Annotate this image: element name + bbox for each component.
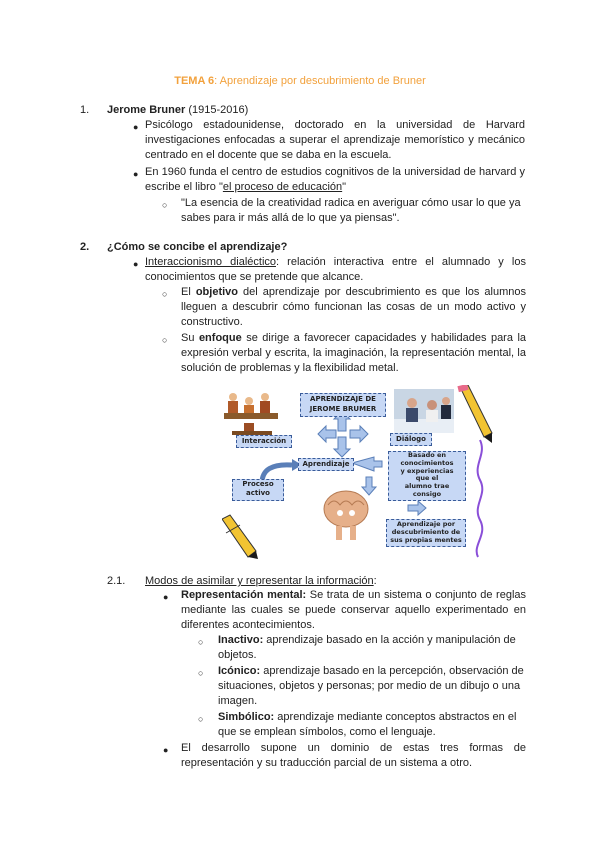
arrow-right-lower <box>408 501 426 515</box>
iconico-item <box>218 664 526 710</box>
book-link: el proceso de educación <box>222 181 343 194</box>
page-title <box>0 74 600 89</box>
arrow-right <box>352 457 382 471</box>
section2-bullet-text: : relación interactiva entre el alumnado y los conocimientos que se pretende que alcance. <box>145 256 526 284</box>
diagram-title-line2: JEROME BRUMER <box>309 405 377 413</box>
basado-line: conocimientos <box>400 458 454 467</box>
students-icon <box>224 393 278 435</box>
representacion-bold: Representación mental: <box>181 589 307 601</box>
section21-number: 2.1. <box>107 575 126 587</box>
descubrimiento-line: descubrimiento de <box>391 528 461 536</box>
bruner-years: (1915-2016) <box>185 104 249 116</box>
enfoque-bold: enfoque <box>198 332 242 344</box>
objetivo-bold: objetivo <box>195 286 238 298</box>
bullet-icon: ● <box>133 122 139 132</box>
section1-bullet1: Psicólogo estadounidense, doctorado en la universidad de Harvard investigaciones enfocadas a superar el aprendizaje memorístico y mecánico centrado en el docente que se daba en la escuela. <box>145 119 525 162</box>
descubrimiento-line: sus propias mentes <box>390 536 462 544</box>
bullet-icon: ● <box>163 592 169 602</box>
proceso-line1: Proceso <box>242 480 274 488</box>
section1-number: 1. <box>80 104 90 116</box>
section2-bullet <box>145 255 526 285</box>
iconico-bold: Icónico: <box>218 665 261 677</box>
wavy-line <box>477 440 483 557</box>
section21-colon: : <box>373 575 377 587</box>
diagram-title-box <box>300 393 386 417</box>
bullet-icon: ● <box>133 169 139 179</box>
section1-heading <box>107 103 248 118</box>
objetivo-item <box>181 285 526 331</box>
representacion-item <box>181 588 526 634</box>
enfoque-pre: Su <box>181 332 199 344</box>
simbolico-bold: Simbólico: <box>218 711 275 723</box>
title-rest: : Aprendizaje por descubrimiento de Bruner <box>214 75 426 87</box>
arrow-down <box>362 477 376 495</box>
dialogo-box: Diálogo <box>390 433 432 446</box>
brain-icon <box>324 491 368 540</box>
bruner-quote: "La esencia de la creatividad radica en averiguar cómo usar lo que ya sabes para ir más allá de lo que ya piensas". <box>181 197 521 225</box>
objetivo-text: del aprendizaje por descubrimiento es que los alumnos lleguen a descubrir cómo funcionan las cosas de un modo activo y constructivo. <box>181 286 526 329</box>
basado-box <box>388 451 466 501</box>
section21-heading <box>145 574 377 589</box>
bruner-name: Jerome Bruner <box>107 104 186 116</box>
circle-bullet-icon: ○ <box>198 714 204 724</box>
iconico-text: aprendizaje basado en la percepción, observación de situaciones, objetos y personas; por medio de un dibujo o una imagen. <box>218 665 524 708</box>
pencil-icon <box>457 385 492 443</box>
proceso-box <box>232 479 284 501</box>
aprendizaje-box: Aprendizaje <box>298 458 354 471</box>
objetivo-pre: El <box>181 286 196 298</box>
representacion-text: Se trata de un sistema o conjunto de reglas mediante las cuales se puede conservar aquello experimentado en diferentes acontecimientos. <box>181 589 527 632</box>
bullet2-close: " <box>342 181 347 194</box>
desarrollo-item: El desarrollo supone un dominio de estas tres formas de representación y su traducción parcial de un sistema a otro. <box>181 742 526 770</box>
inactivo-bold: Inactivo: <box>218 634 264 646</box>
circle-bullet-icon: ○ <box>162 335 168 345</box>
simbolico-item <box>218 710 526 740</box>
basado-line: Basado en <box>407 451 446 459</box>
bruner-diagram <box>222 385 496 559</box>
pencil-icon <box>222 515 258 559</box>
basado-line: alumno trae <box>404 482 450 491</box>
basado-line: y experiencias <box>400 466 454 475</box>
diagram-title-line1: APRENDIZAJE DE <box>310 395 376 403</box>
basado-line: consigo <box>412 489 442 498</box>
circle-bullet-icon: ○ <box>198 637 204 647</box>
inactivo-item <box>218 633 526 663</box>
proceso-line2: activo <box>246 489 270 497</box>
descubrimiento-line: Aprendizaje por <box>396 520 456 528</box>
section21-heading-text: Modos de asimilar y representar la información <box>145 575 374 587</box>
circle-bullet-icon: ○ <box>198 668 204 678</box>
circle-bullet-icon: ○ <box>162 289 168 299</box>
four-way-arrow <box>318 411 368 457</box>
enfoque-item <box>181 331 526 377</box>
basado-line: que el <box>415 474 439 483</box>
circle-bullet-icon: ○ <box>162 200 168 210</box>
section2-heading: ¿Cómo se concibe el aprendizaje? <box>107 241 288 253</box>
interaccion-box: Interacción <box>236 435 292 448</box>
bullet-icon: ● <box>163 745 169 755</box>
title-prefix: TEMA 6 <box>174 75 215 87</box>
simbolico-text: aprendizaje mediante conceptos abstractos en el que se emplean símbolos, como el lenguaje. <box>218 711 517 739</box>
meeting-photo <box>394 389 454 433</box>
section2-number: 2. <box>80 241 90 253</box>
interaccionismo-link: Interaccionismo dialéctico <box>145 256 276 268</box>
section1-bullet2 <box>145 165 525 195</box>
enfoque-text: se dirige a favorecer capacidades y habilidades para la expresión verbal y escrita, la imaginación, la representación mental, la solución de problemas y la flexibilidad metal. <box>181 332 526 375</box>
bullet-icon: ● <box>133 259 139 269</box>
inactivo-text: aprendizaje basado en la acción y manipulación de objetos. <box>218 634 516 662</box>
bullet2-text: En 1960 funda el centro de estudios cognitivos de la universidad de harvard y escribe el libro " <box>145 166 525 194</box>
descubrimiento-box <box>386 519 466 547</box>
